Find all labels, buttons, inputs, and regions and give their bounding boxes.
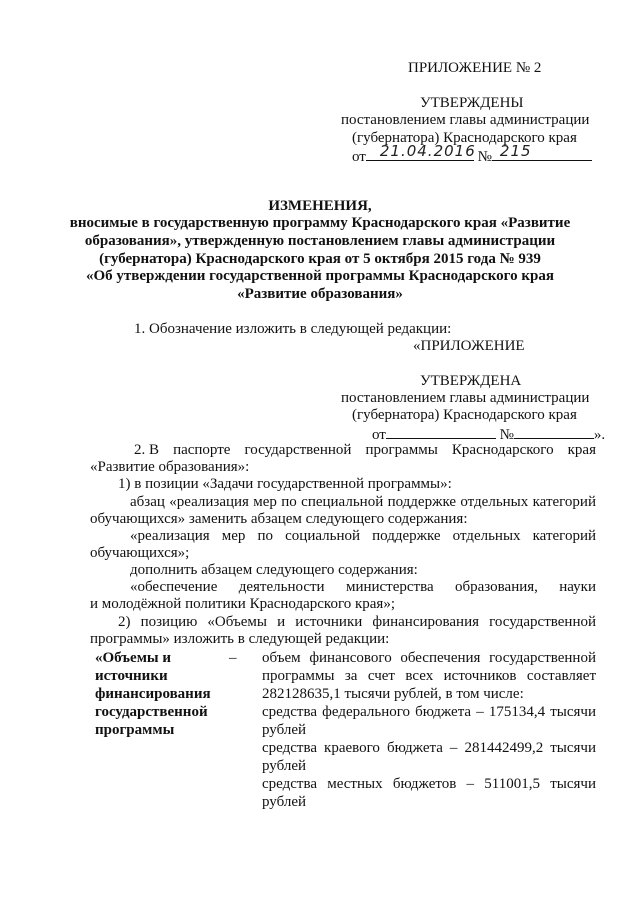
table-value-line-5: рублей	[262, 722, 307, 738]
item-1-date-blank	[386, 424, 496, 439]
table-label-line-3: финансирования	[95, 686, 211, 702]
title-line-1: вносимые в государственную программу Краснодарского края «Развитие	[69, 215, 571, 231]
document-title: ИЗМЕНЕНИЯ,	[268, 198, 372, 214]
item-2-line-1	[134, 442, 596, 459]
approved-by-line-2: (губернатора) Краснодарского края	[352, 130, 577, 146]
item-1-by-line-1: постановлением главы администрации	[341, 390, 590, 406]
paragraph-4-line-2: и молодёжной политики Краснодарского края»;	[90, 596, 396, 612]
item-1-text: 1. Обозначение изложить в следующей редакции:	[134, 321, 452, 337]
table-value-line-2: программы за счет всех источников составляет	[262, 668, 596, 684]
title-line-3: (губернатора) Краснодарского края от 5 октября 2015 года № 939	[99, 251, 541, 267]
title-line-4: «Об утверждении государственной программы Краснодарского края	[86, 268, 554, 284]
table-label-line-2: источники	[95, 668, 168, 684]
number-field	[492, 142, 592, 161]
table-value-line-4: средства федерального бюджета – 175134,4 тысячи	[262, 704, 596, 720]
item-2-word: 2. В	[134, 442, 160, 458]
sub-item-2-line-2: программы» изложить в следующей редакции:	[90, 631, 390, 647]
paragraph-1-line-2: обучающихся» заменить абзацем следующего содержания:	[90, 511, 468, 527]
title-line-2: образования», утвержденную постановлением главы администрации	[84, 233, 556, 249]
item-1-number-blank	[514, 424, 594, 439]
item-2-word: Краснодарского	[451, 442, 554, 458]
paragraph-2-line-1: «реализация мер по социальной поддержке отдельных категорий	[130, 528, 596, 544]
number-label: №	[477, 149, 492, 165]
item-1-by-line-2: (губернатора) Краснодарского края	[352, 407, 577, 423]
item-1-number-label: №	[499, 427, 514, 443]
item-1-approved: УТВЕРЖДЕНА	[420, 373, 522, 389]
table-value-line-6: средства краевого бюджета – 281442499,2 тысячи	[262, 740, 596, 756]
sub-item-2-line-1: 2) позицию «Объемы и источники финансирования государственной	[118, 614, 596, 630]
table-label-line-5: программы	[95, 722, 175, 738]
table-label-line-1: «Объемы и	[95, 650, 172, 666]
table-value-line-1: объем финансового обеспечения государственной	[262, 650, 596, 666]
paragraph-1-line-1: абзац «реализация мер по специальной поддержке отдельных категорий	[130, 494, 596, 510]
item-2-word: программы	[365, 442, 438, 458]
table-value-line-8: средства местных бюджетов – 511001,5 тысячи	[262, 776, 596, 792]
sub-item-1: 1) в позиции «Задачи государственной программы»:	[118, 476, 452, 492]
table-label-line-4: государственной	[95, 704, 208, 720]
item-2-word: государственной	[244, 442, 352, 458]
handwritten-number: 215	[499, 142, 532, 160]
table-value-line-3: 282128635,1 тысячи рублей, в том числе:	[262, 686, 524, 702]
approval-date-line	[352, 142, 592, 166]
handwritten-date: 21.04.2016	[379, 142, 476, 160]
item-1-date-line	[372, 424, 605, 444]
item-2-word: паспорте	[173, 442, 231, 458]
table-dash: –	[229, 650, 237, 666]
from-label: от	[352, 149, 366, 165]
item-1-from-label: от	[372, 427, 386, 443]
item-1-appendix-quote: «ПРИЛОЖЕНИЕ	[413, 338, 525, 354]
paragraph-2-line-2: обучающихся»;	[90, 545, 190, 561]
table-value-line-9: рублей	[262, 794, 307, 810]
appendix-number: ПРИЛОЖЕНИЕ № 2	[408, 60, 542, 76]
item-2-word: края	[567, 442, 596, 458]
approved-by-line-1: постановлением главы администрации	[341, 112, 590, 128]
table-value-line-7: рублей	[262, 758, 307, 774]
item-1-closing-quote: ».	[593, 427, 606, 443]
approved-heading: УТВЕРЖДЕНЫ	[420, 95, 524, 111]
title-line-5: «Развитие образования»	[237, 286, 403, 302]
paragraph-4-line-1: «обеспечение деятельности министерства образования, науки	[130, 579, 596, 595]
item-2-line-2: «Развитие образования»:	[90, 459, 250, 475]
date-field	[366, 142, 476, 161]
paragraph-3: дополнить абзацем следующего содержания:	[130, 562, 418, 578]
